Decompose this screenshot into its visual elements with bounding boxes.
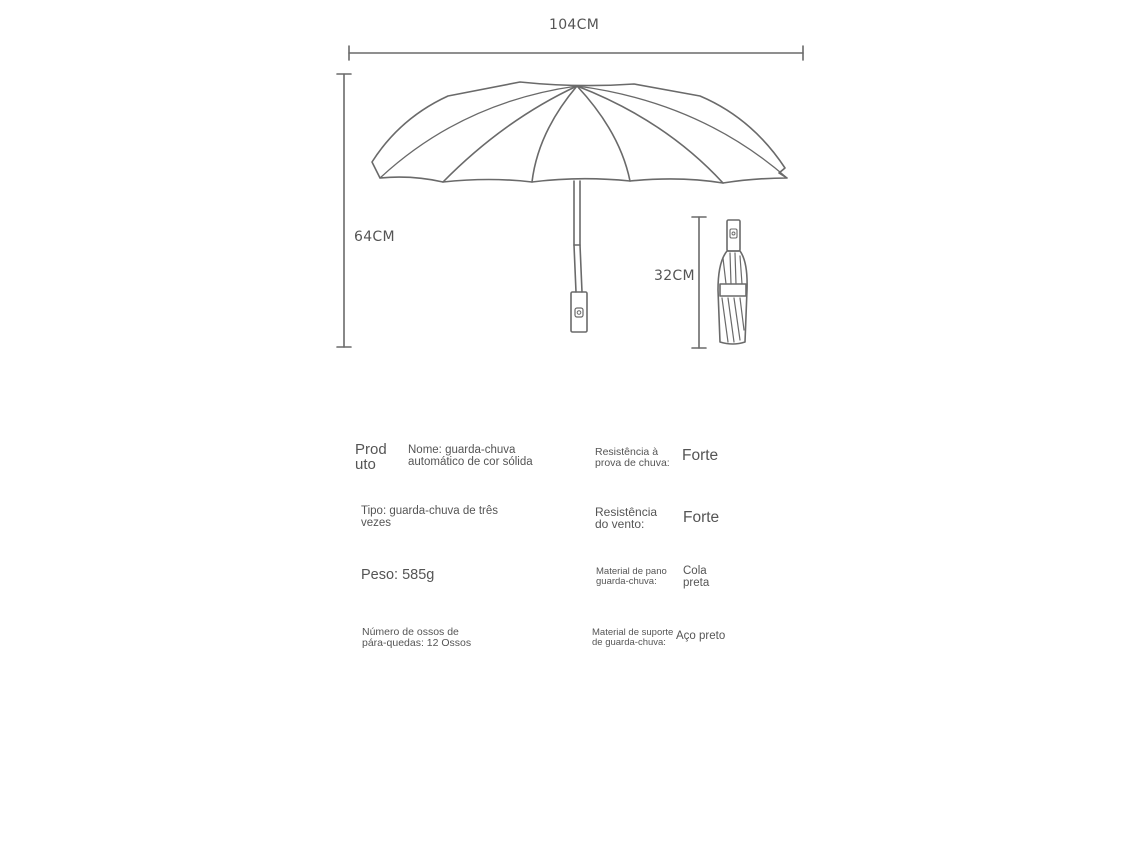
width-label: 104CM [549,17,600,33]
wind-resistance-label: Resistência do vento: [595,505,658,531]
frame-material-label: Material de suporte de guarda-chuva: [592,627,674,648]
width-dimension-line [349,46,803,60]
rain-resistance-label: Resistência à prova de chuva: [595,446,670,469]
open-umbrella-icon [372,82,787,332]
cloth-material-value: Cola preta [683,565,710,589]
product-label: Prod uto [355,441,387,473]
rain-resistance-value: Forte [682,447,719,464]
folded-umbrella-icon [718,220,747,344]
wind-resistance-value: Forte [683,509,720,526]
height-dimension-line [337,74,351,347]
cloth-material-label: Material de pano guarda-chuva: [596,566,667,587]
product-type: Tipo: guarda-chuva de três vezes [361,505,499,529]
product-name: Nome: guarda-chuva automático de cor sólida [408,444,533,468]
product-weight: Peso: 585g [361,567,435,583]
height-label: 64CM [354,229,395,245]
frame-material-value: Aço preto [676,630,726,642]
product-bones: Número de ossos de pára-quedas: 12 Ossos [362,626,472,649]
folded-height-label: 32CM [654,268,695,284]
